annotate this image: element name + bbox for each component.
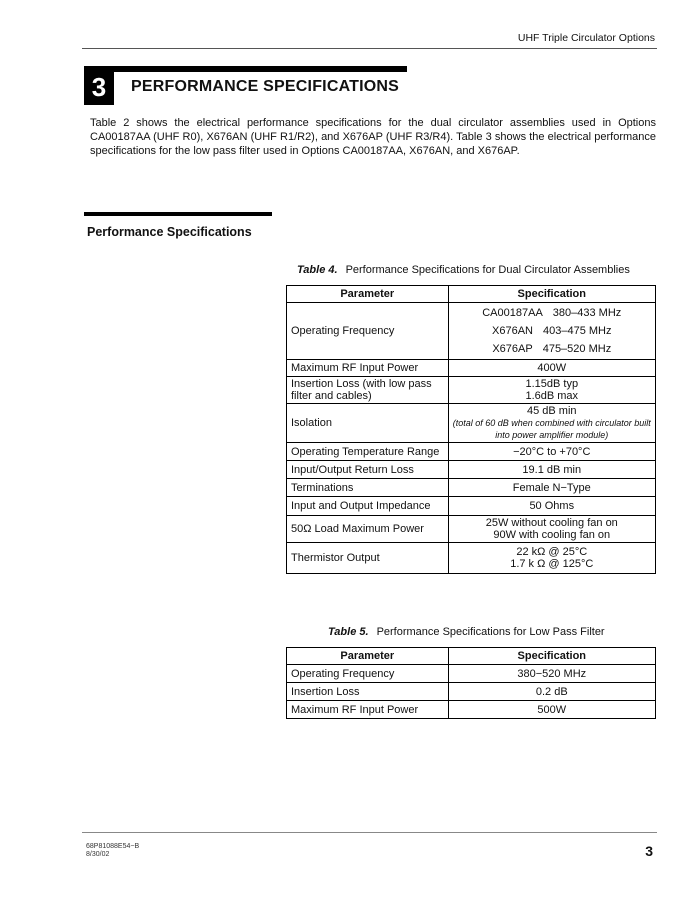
table5-header-specification: Specification [448,648,655,665]
param-cell: Insertion Loss [287,683,449,701]
chapter-number: 3 [84,69,114,105]
spec-cell [448,303,655,360]
param-cell: Thermistor Output [287,543,449,574]
param-cell: Terminations [287,479,449,497]
freq-range: 380–433 MHz [552,307,622,319]
table-row [287,516,656,543]
doc-number: 68P81088E54−B [86,843,140,850]
option-code: X676AN [492,325,533,337]
table4-caption [297,264,630,276]
page-number: 3 [645,843,653,859]
param-cell: Input/Output Return Loss [287,461,449,479]
doc-date: 8/30/02 [86,851,110,858]
spec-cell [448,404,655,443]
intro-paragraph: Table 2 shows the electrical performance specifications for the dual circulator assemblies used in Options CA00187AA (UHF R0), X676AN (UHF R1/R2), and X676AP (UHF R3/R4). Table 3 shows the electrical performance specifications for the low pass filter used in Options CA00187AA, X676AN, and X676AP. [90,117,656,157]
spec-line: 1.6dB max [525,390,579,402]
param-cell: Operating Frequency [287,303,449,360]
table5 [286,647,656,719]
spec-cell: 19.1 dB min [448,461,655,479]
param-cell: Isolation [287,404,449,443]
table-row [287,286,656,303]
table-row [287,443,656,461]
section-bar [84,212,272,216]
chapter-title: PERFORMANCE SPECIFICATIONS [131,78,400,95]
freq-line [453,304,651,322]
table4-header-specification: Specification [448,286,655,303]
spec-cell: 400W [448,360,655,377]
spec-line: 22 kΩ @ 25°C [516,546,588,558]
table4 [286,285,656,574]
spec-cell [448,543,655,574]
table-row [287,701,656,719]
spec-cell [448,516,655,543]
param-cell: 50Ω Load Maximum Power [287,516,449,543]
table5-caption [328,626,605,638]
spec-cell: 50 Ohms [448,497,655,516]
freq-line [453,340,651,358]
table-row [287,303,656,360]
spec-cell: −20°C to +70°C [448,443,655,461]
table5-header-parameter: Parameter [287,648,449,665]
table-row [287,461,656,479]
param-cell: Insertion Loss (with low pass filter and cables) [287,377,449,404]
table4-caption-text: Performance Specifications for Dual Circulator Assemblies [345,264,630,276]
section-title: Performance Specifications [87,225,252,239]
freq-range: 403–475 MHz [543,325,612,337]
table4-header-parameter: Parameter [287,286,449,303]
table-row [287,404,656,443]
param-cell: Input and Output Impedance [287,497,449,516]
table-row [287,683,656,701]
spec-line: 1.15dB typ [525,378,579,390]
table-row [287,648,656,665]
param-cell: Maximum RF Input Power [287,701,449,719]
table5-caption-text: Performance Specifications for Low Pass Filter [376,626,605,638]
spec-line: 25W without cooling fan on [485,517,618,529]
spec-cell: 0.2 dB [448,683,655,701]
spec-cell: 380−520 MHz [448,665,655,683]
option-code: X676AP [492,343,533,355]
spec-line: 90W with cooling fan on [493,529,611,541]
footer-doc-info [86,843,139,859]
table-row [287,360,656,377]
spec-cell: Female N−Type [448,479,655,497]
running-header: UHF Triple Circulator Options [517,32,655,44]
table-row [287,479,656,497]
table-row [287,543,656,574]
table-row [287,665,656,683]
table-row [287,377,656,404]
spec-cell: 500W [448,701,655,719]
table5-caption-label: Table 5. [328,626,369,638]
param-cell: Operating Frequency [287,665,449,683]
freq-line [453,322,651,340]
option-code: CA00187AA [482,307,543,319]
spec-line: 45 dB min [527,405,577,417]
footer-rule [82,832,657,833]
spec-cell [448,377,655,404]
table-row [287,497,656,516]
chapter-bar [84,66,407,72]
spec-line: 1.7 k Ω @ 125°C [510,558,594,570]
table4-caption-label: Table 4. [297,264,338,276]
param-cell: Operating Temperature Range [287,443,449,461]
freq-range: 475–520 MHz [542,343,612,355]
header-rule [82,48,657,49]
param-cell: Maximum RF Input Power [287,360,449,377]
isolation-note: (total of 60 dB when combined with circulator built into power amplifier module) [452,418,651,440]
